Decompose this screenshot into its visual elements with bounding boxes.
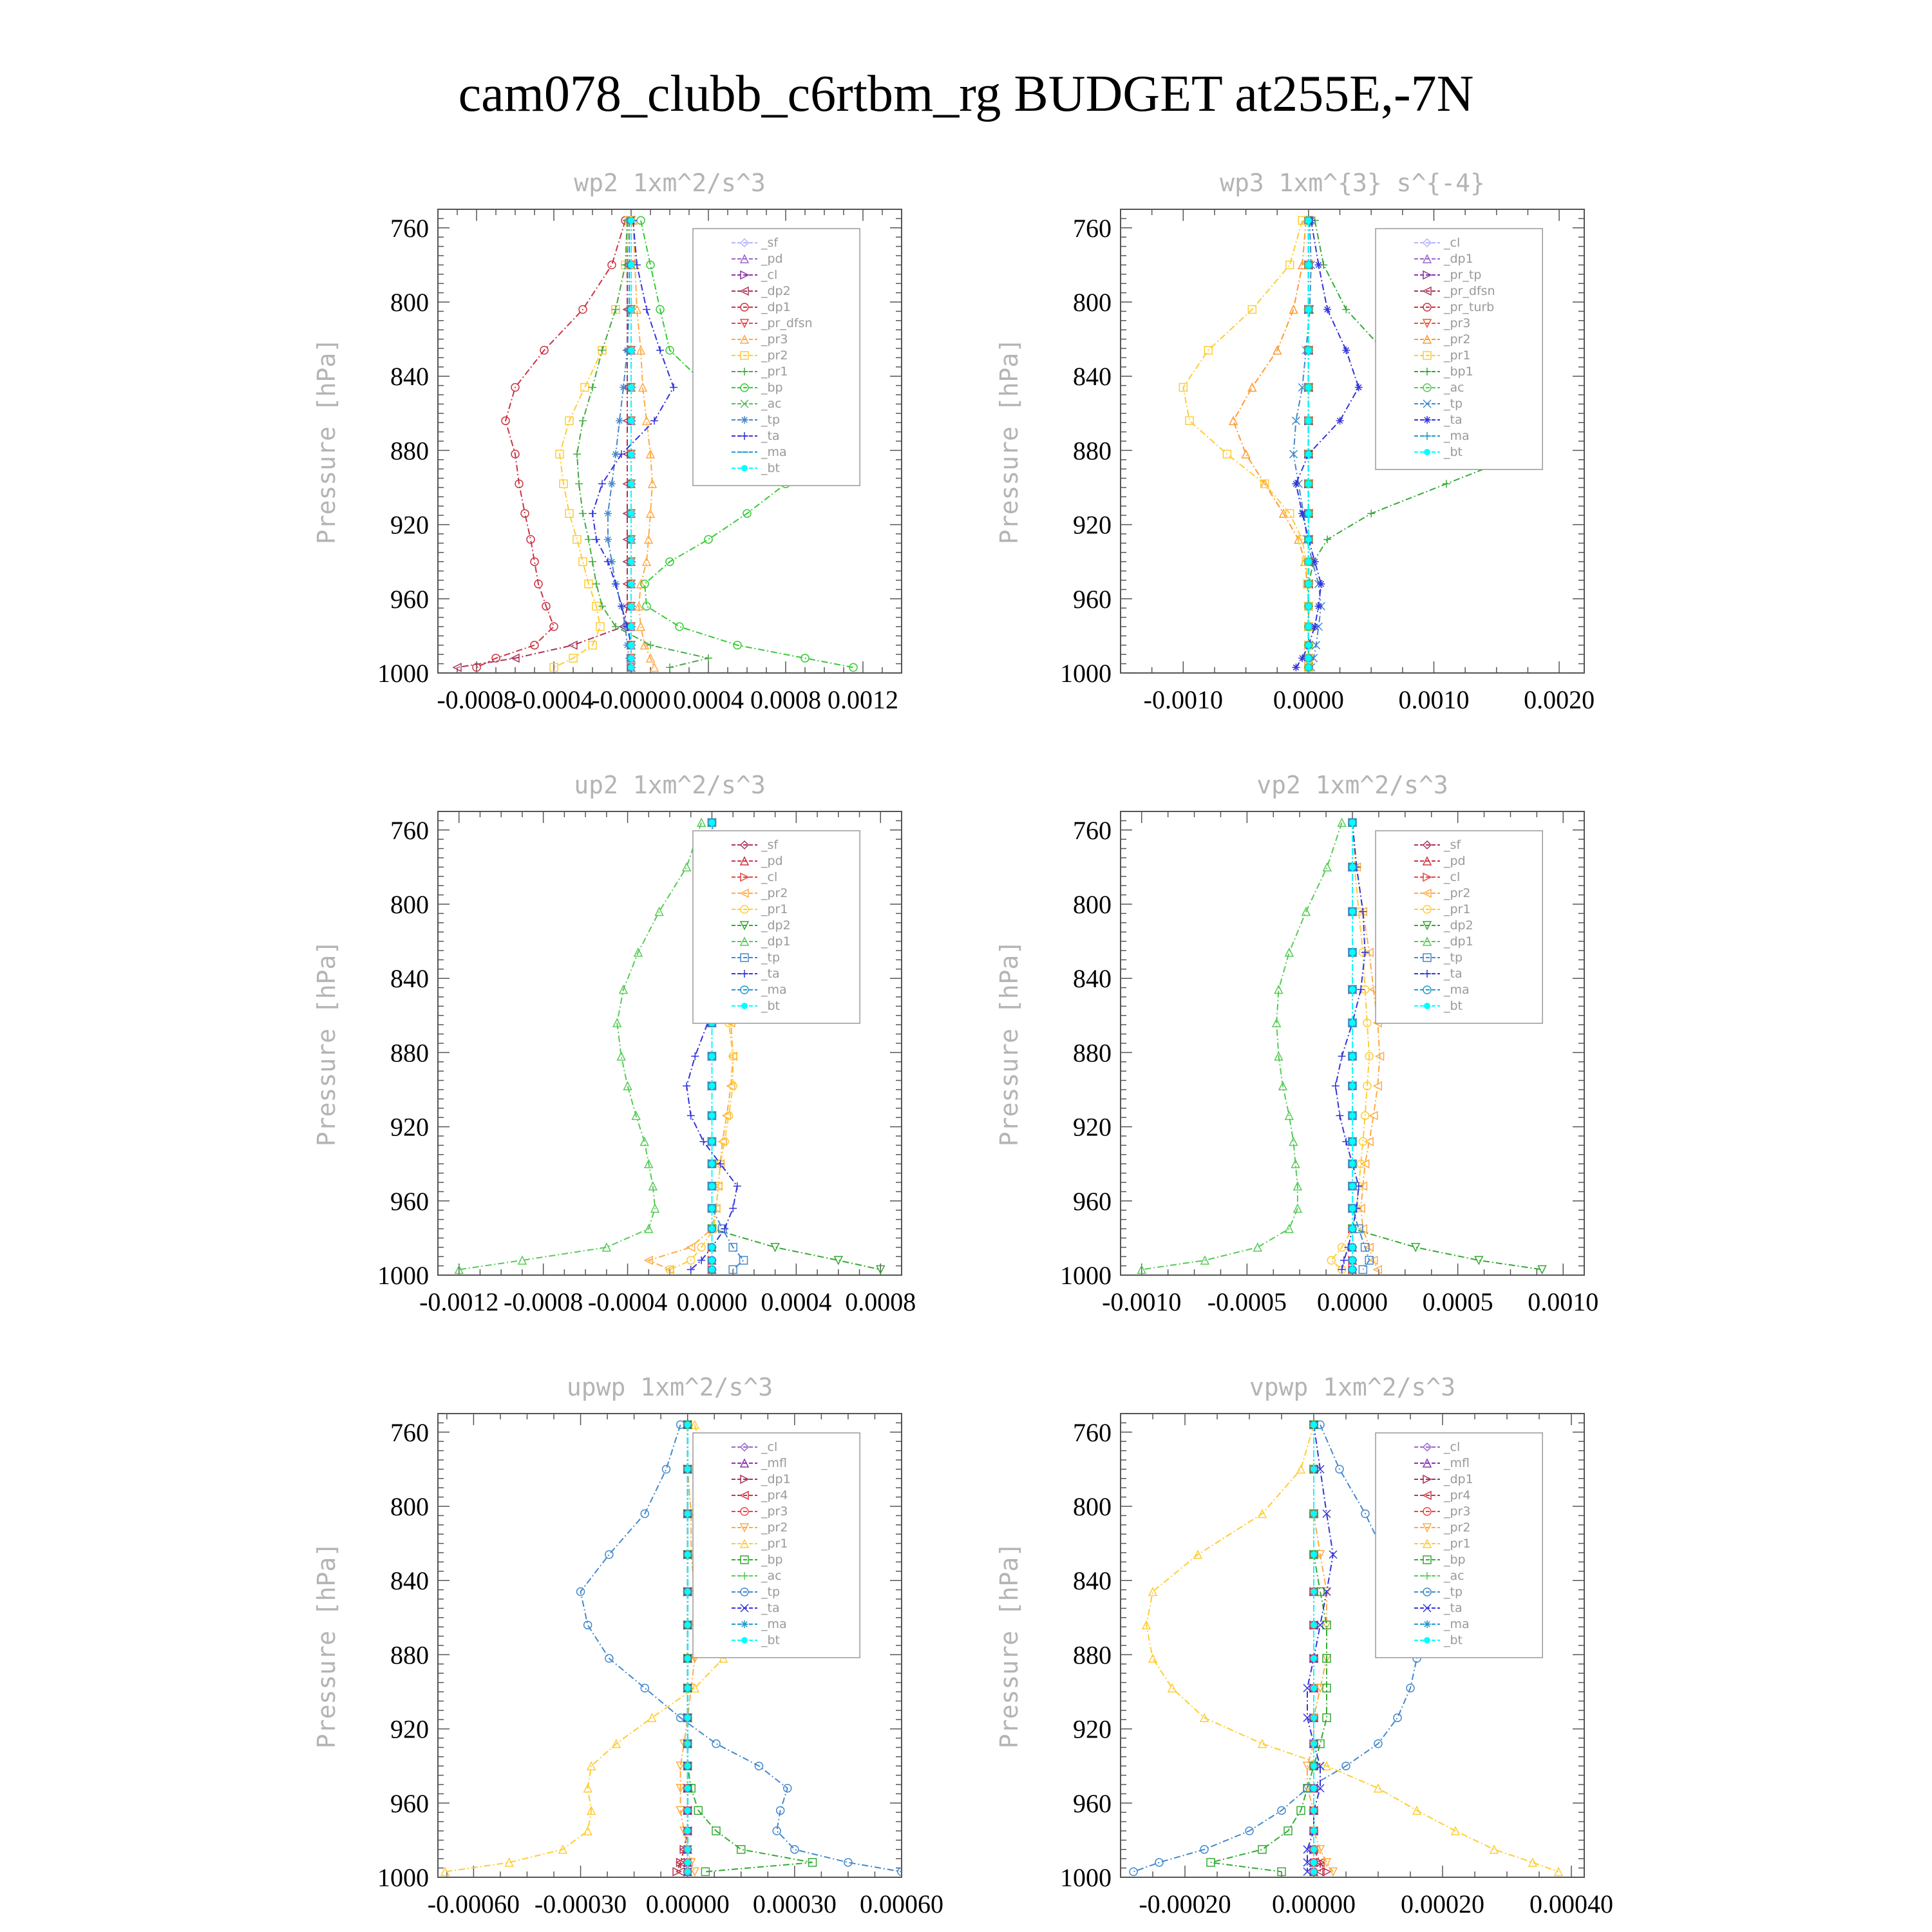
panel-title: up2 1xm^2/s^3 [574, 771, 766, 799]
panel-title: vp2 1xm^2/s^3 [1256, 771, 1448, 799]
data-point [1311, 1846, 1317, 1853]
panel-title: wp3 1xm^{3} s^{-4} [1220, 169, 1485, 197]
data-point [628, 480, 634, 487]
y-tick-label: 960 [1073, 1186, 1112, 1216]
y-tick-label: 760 [1073, 1417, 1112, 1447]
data-point [1292, 663, 1300, 671]
legend-label: _dp2 [761, 284, 791, 298]
data-point [1311, 1763, 1317, 1769]
data-point [1349, 1160, 1356, 1167]
y-tick-label: 960 [390, 584, 429, 614]
panel-title: wp2 1xm^2/s^3 [574, 169, 766, 197]
data-point [708, 1257, 715, 1264]
legend-label: _bt [1444, 445, 1463, 459]
legend-label: _ma [761, 983, 787, 997]
legend-label: _pr2 [761, 348, 788, 363]
x-tick-label: 0.00060 [860, 1889, 943, 1918]
x-tick-label: 0.00000 [645, 1889, 730, 1918]
y-tick-label: 1000 [377, 1863, 429, 1892]
x-tick-label: -0.0004 [587, 1287, 668, 1316]
legend-label: _pr2 [1444, 1520, 1471, 1535]
data-point [685, 1622, 691, 1628]
data-point [685, 1466, 691, 1472]
legend-label: _pd [761, 854, 783, 868]
x-tick-label: -0.0005 [1207, 1287, 1287, 1316]
data-point [1317, 580, 1325, 588]
y-tick-label: 840 [390, 964, 429, 994]
legend-label: _bt [1444, 1633, 1463, 1647]
data-point [685, 1785, 691, 1792]
legend-marker [1424, 1003, 1430, 1009]
legend-label: _ma [1444, 429, 1470, 443]
y-axis-label: Pressure [hPa] [312, 337, 341, 545]
legend-label: _pr1 [761, 365, 788, 379]
legend-label: _ta [1444, 967, 1463, 981]
data-point [628, 384, 634, 390]
data-point [628, 581, 634, 587]
x-tick-label: 0.0004 [761, 1287, 832, 1316]
data-point [1305, 510, 1312, 516]
data-point [1311, 1551, 1317, 1558]
data-point [1305, 384, 1312, 390]
data-point [1311, 1511, 1317, 1517]
legend-label: _pr2 [761, 886, 788, 900]
legend-label: _pr1 [1444, 1537, 1471, 1551]
data-point [1349, 1019, 1356, 1026]
data-point [708, 1205, 715, 1211]
data-point [1305, 536, 1312, 543]
legend-label: _tp [761, 1585, 781, 1599]
panel-title: upwp 1xm^2/s^3 [566, 1373, 773, 1401]
legend-label: _bp [761, 1553, 783, 1567]
y-tick-label: 760 [1073, 213, 1112, 243]
legend-label: _ta [1444, 413, 1463, 427]
legend-label: _pr3 [761, 1504, 788, 1519]
y-tick-label: 920 [390, 510, 429, 540]
legend-label: _pr_dfsn [1444, 284, 1495, 298]
legend-label: _pr_turb [1444, 300, 1495, 314]
data-point [685, 1741, 691, 1747]
legend-marker [741, 1637, 748, 1643]
data-point [608, 480, 616, 488]
data-point [1311, 1785, 1317, 1792]
data-point [685, 1859, 691, 1866]
legend-label: _pr3 [1444, 1504, 1471, 1519]
data-point [1314, 602, 1322, 610]
data-point [1311, 1807, 1317, 1814]
y-tick-label: 880 [1073, 1640, 1112, 1670]
data-point [685, 1685, 691, 1691]
y-tick-label: 760 [390, 213, 429, 243]
x-tick-label: -0.0000 [591, 685, 671, 714]
data-point [685, 1551, 691, 1558]
legend-label: _pr4 [1444, 1488, 1471, 1502]
data-point [1292, 480, 1300, 488]
legend-marker [741, 416, 748, 424]
y-tick-label: 960 [390, 1186, 429, 1216]
legend-label: _pr2 [761, 1520, 788, 1535]
data-point [1305, 217, 1312, 223]
x-tick-label: 0.0000 [676, 1287, 748, 1316]
data-point [1311, 1685, 1317, 1691]
legend-label: _sf [1444, 838, 1461, 852]
y-tick-label: 840 [390, 362, 429, 392]
x-tick-label: -0.0010 [1143, 685, 1223, 714]
x-tick-label: 0.0020 [1524, 685, 1595, 714]
legend-label: _sf [761, 236, 779, 250]
data-point [685, 1421, 691, 1428]
data-point [685, 1828, 691, 1834]
data-point [685, 1846, 691, 1853]
data-point [1305, 623, 1312, 630]
data-point [1311, 1741, 1317, 1747]
legend-label: _pr_dfsn [761, 316, 813, 330]
legend-label: _tp [761, 951, 781, 965]
legend-label: _tp [1444, 397, 1463, 411]
legend-label: _cl [1444, 236, 1461, 250]
data-point [1349, 1112, 1356, 1119]
y-tick-label: 960 [1073, 1788, 1112, 1818]
legend-label: _bt [761, 999, 781, 1013]
data-point [1305, 417, 1312, 424]
legend-label: _pr1 [761, 902, 788, 916]
data-point [628, 536, 634, 543]
legend-marker [1423, 416, 1431, 424]
legend-label: _pr4 [761, 1488, 788, 1502]
legend-label: _mfl [761, 1456, 787, 1470]
legend-marker [741, 465, 748, 471]
legend-label: _dp1 [1444, 252, 1473, 266]
data-point [1305, 655, 1312, 661]
data-point [628, 417, 634, 424]
y-tick-label: 920 [390, 1112, 429, 1142]
data-point [1305, 261, 1312, 268]
data-point [685, 1868, 691, 1875]
y-tick-label: 800 [390, 1492, 429, 1521]
data-point [1349, 909, 1356, 915]
data-point [1305, 664, 1312, 670]
data-point [1305, 480, 1312, 487]
y-tick-label: 960 [1073, 584, 1112, 614]
data-point [616, 417, 623, 424]
y-axis-label: Pressure [hPa] [995, 1542, 1023, 1749]
data-point [708, 819, 715, 826]
y-tick-label: 1000 [1060, 1863, 1112, 1892]
legend-label: _dp2 [1444, 918, 1473, 933]
y-tick-label: 800 [390, 288, 429, 317]
x-tick-label: 0.0010 [1398, 685, 1470, 714]
y-tick-label: 920 [1073, 1112, 1112, 1142]
y-tick-label: 800 [390, 890, 429, 919]
legend-label: _bp1 [1444, 365, 1473, 379]
x-tick-label: -0.0010 [1102, 1287, 1182, 1316]
legend-label: _pd [761, 252, 783, 266]
data-point [685, 1807, 691, 1814]
data-point [628, 261, 634, 268]
data-point [628, 451, 634, 457]
data-point [708, 1139, 715, 1145]
data-point [1305, 581, 1312, 587]
data-point [1349, 1205, 1356, 1211]
legend-label: _pr2 [1444, 886, 1471, 900]
legend-label: _tp [1444, 951, 1463, 965]
y-tick-label: 840 [1073, 362, 1112, 392]
legend-label: _dp1 [761, 934, 791, 949]
legend-label: _ma [1444, 1617, 1470, 1631]
legend-label: _mfl [1444, 1456, 1470, 1470]
y-tick-label: 1000 [1060, 659, 1112, 688]
panel-title: vpwp 1xm^2/s^3 [1249, 1373, 1456, 1401]
data-point [1349, 1244, 1356, 1251]
legend-label: _pr2 [1444, 332, 1471, 346]
legend-label: _bt [1444, 999, 1463, 1013]
y-tick-label: 1000 [377, 659, 429, 688]
data-point [628, 623, 634, 630]
x-tick-label: -0.0012 [419, 1287, 499, 1316]
y-tick-label: 880 [1073, 436, 1112, 466]
x-tick-label: 0.0008 [750, 685, 821, 714]
x-tick-label: -0.0004 [514, 685, 594, 714]
x-tick-label: 0.00000 [1272, 1889, 1356, 1918]
x-tick-label: 0.0004 [673, 685, 744, 714]
legend-label: _cl [761, 268, 778, 282]
data-point [1311, 1421, 1317, 1428]
legend-marker [1424, 1637, 1430, 1643]
y-tick-label: 840 [1073, 1566, 1112, 1596]
data-point [708, 1226, 715, 1232]
legend-label: _pr1 [761, 1537, 788, 1551]
x-tick-label: 0.0008 [845, 1287, 916, 1316]
data-point [1349, 864, 1356, 870]
legend-marker [1424, 449, 1430, 455]
legend-label: _pr_tp [1444, 268, 1482, 282]
data-point [1305, 307, 1312, 313]
x-tick-label: 0.0000 [1317, 1287, 1388, 1316]
x-tick-label: 0.0005 [1422, 1287, 1493, 1316]
y-tick-label: 920 [390, 1714, 429, 1744]
y-tick-label: 880 [390, 1640, 429, 1670]
legend-marker [741, 1003, 748, 1009]
y-tick-label: 880 [1073, 1038, 1112, 1068]
data-point [1311, 1622, 1317, 1628]
legend-marker [1423, 1620, 1431, 1628]
x-tick-label: -0.00020 [1139, 1889, 1231, 1918]
x-tick-label: -0.00030 [534, 1889, 627, 1918]
data-point [1311, 1859, 1317, 1866]
data-point [708, 1244, 715, 1251]
legend-label: _pr3 [761, 332, 788, 346]
data-point [628, 655, 634, 661]
legend-label: _ta [761, 967, 780, 981]
data-point [1311, 1868, 1317, 1875]
x-tick-label: 0.0010 [1528, 1287, 1599, 1316]
legend-label: _ta [761, 429, 780, 443]
legend-label: _ac [1444, 381, 1464, 395]
legend-label: _sf [761, 838, 779, 852]
data-point [708, 1053, 715, 1059]
legend-label: _ac [761, 1569, 782, 1583]
y-axis-label: Pressure [hPa] [995, 337, 1023, 545]
legend-label: _cl [761, 1440, 778, 1454]
data-point [685, 1714, 691, 1721]
legend-label: _ta [761, 1601, 780, 1615]
x-tick-label: 0.00020 [1401, 1889, 1484, 1918]
legend-label: _ma [761, 1617, 787, 1631]
x-tick-label: -0.00060 [427, 1889, 520, 1918]
legend-label: _cl [1444, 870, 1461, 884]
data-point [628, 642, 634, 649]
data-point [604, 509, 612, 517]
y-tick-label: 800 [1073, 890, 1112, 919]
data-point [1349, 949, 1356, 956]
data-point [628, 664, 634, 670]
data-point [1305, 451, 1312, 457]
y-tick-label: 920 [1073, 510, 1112, 540]
legend-label: _bt [761, 1633, 781, 1647]
data-point [628, 603, 634, 609]
legend-label: _ma [1444, 983, 1470, 997]
x-tick-label: 0.0000 [1273, 685, 1344, 714]
legend-marker [741, 1620, 748, 1628]
data-point [628, 347, 634, 354]
data-point [685, 1588, 691, 1595]
data-point [708, 1183, 715, 1189]
data-point [1336, 417, 1344, 424]
data-point [1349, 1083, 1356, 1089]
y-tick-label: 880 [390, 436, 429, 466]
data-point [604, 536, 612, 544]
data-point [1349, 986, 1356, 992]
data-point [1349, 819, 1356, 826]
data-point [685, 1511, 691, 1517]
data-point [1305, 642, 1312, 649]
data-point [628, 217, 634, 223]
legend-label: _tp [761, 413, 781, 427]
y-axis-label: Pressure [hPa] [312, 940, 341, 1147]
legend-label: _ac [761, 397, 782, 411]
data-point [1349, 1183, 1356, 1189]
legend-label: _dp1 [1444, 934, 1473, 949]
data-point [1305, 603, 1312, 609]
y-tick-label: 920 [1073, 1714, 1112, 1744]
y-tick-label: 1000 [1060, 1261, 1112, 1290]
data-point [628, 558, 634, 565]
data-point [708, 1160, 715, 1167]
data-point [1311, 1714, 1317, 1721]
legend-label: _ma [761, 445, 787, 459]
y-tick-label: 800 [1073, 288, 1112, 317]
data-point [1342, 346, 1350, 354]
legend-label: _ac [1444, 1569, 1464, 1583]
legend-label: _pr1 [1444, 902, 1471, 916]
legend-label: _pr1 [1444, 348, 1471, 363]
legend-label: _cl [761, 870, 778, 884]
data-point [708, 1083, 715, 1089]
legend-label: _bp [761, 381, 783, 395]
data-point [1311, 1588, 1317, 1595]
data-point [1349, 1257, 1356, 1264]
data-point [685, 1763, 691, 1769]
legend-label: _dp1 [761, 1472, 791, 1486]
data-point [1349, 1053, 1356, 1059]
data-point [1311, 1466, 1317, 1472]
data-point [1311, 1655, 1317, 1662]
y-tick-label: 760 [390, 815, 429, 845]
data-point [628, 510, 634, 516]
legend-label: _cl [1444, 1440, 1461, 1454]
data-point [1349, 1139, 1356, 1145]
y-tick-label: 880 [390, 1038, 429, 1068]
x-tick-label: 0.00030 [752, 1889, 837, 1918]
legend-label: _pd [1444, 854, 1466, 868]
figure-title: cam078_clubb_c6rtbm_rg BUDGET at255E,-7N [458, 66, 1474, 122]
y-tick-label: 840 [390, 1566, 429, 1596]
data-point [1305, 558, 1312, 565]
y-tick-label: 800 [1073, 1492, 1112, 1521]
legend-label: _ta [1444, 1601, 1463, 1615]
y-tick-label: 760 [1073, 815, 1112, 845]
data-point [628, 307, 634, 313]
data-point [1311, 1828, 1317, 1834]
legend-label: _pr3 [1444, 316, 1471, 330]
legend-label: _tp [1444, 1585, 1463, 1599]
data-point [1349, 1266, 1356, 1273]
x-tick-label: -0.0008 [437, 685, 516, 714]
y-tick-label: 960 [390, 1788, 429, 1818]
y-tick-label: 760 [390, 1417, 429, 1447]
y-axis-label: Pressure [hPa] [995, 940, 1023, 1147]
legend-label: _dp1 [1444, 1472, 1473, 1486]
y-axis-label: Pressure [hPa] [312, 1542, 341, 1749]
data-point [708, 1112, 715, 1119]
legend-label: _bt [761, 461, 781, 475]
data-point [1305, 347, 1312, 354]
legend-label: _dp1 [761, 300, 791, 314]
data-point [708, 1266, 715, 1273]
y-tick-label: 840 [1073, 964, 1112, 994]
data-point [685, 1655, 691, 1662]
x-tick-label: -0.0008 [503, 1287, 583, 1316]
data-point [1349, 1226, 1356, 1232]
y-tick-label: 1000 [377, 1261, 429, 1290]
legend-label: _bp [1444, 1553, 1466, 1567]
x-tick-label: 0.00040 [1530, 1889, 1613, 1918]
legend-label: _dp2 [761, 918, 791, 933]
x-tick-label: 0.0012 [828, 685, 898, 714]
